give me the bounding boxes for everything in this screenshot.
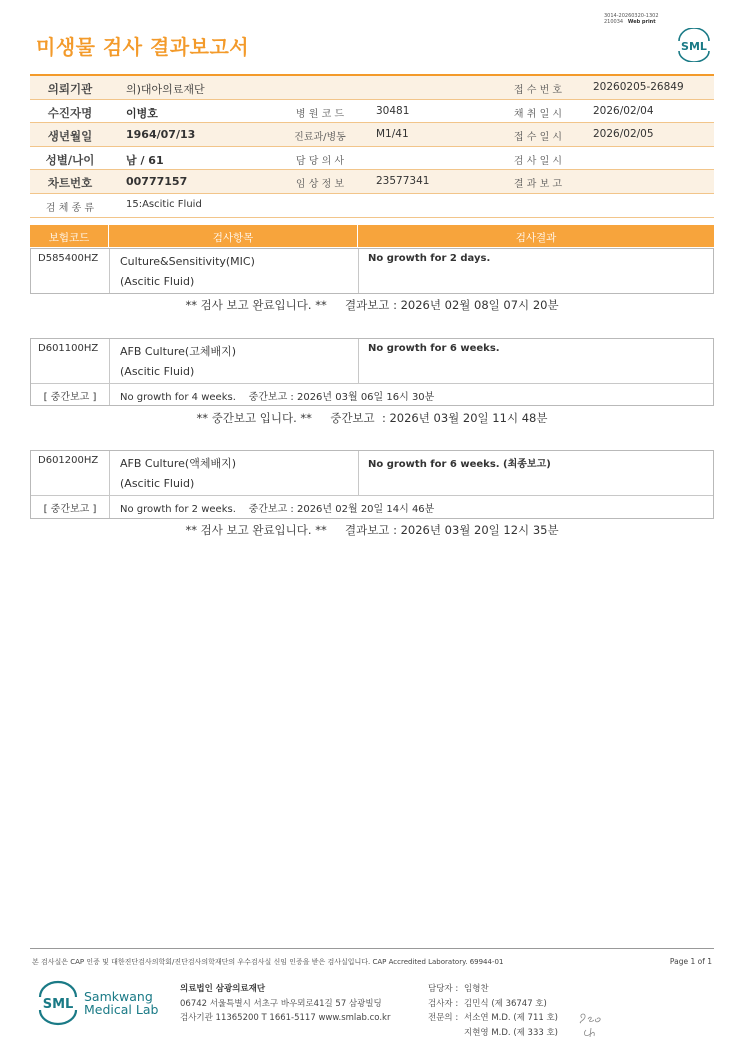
sml-logo-text: SML <box>42 997 74 1012</box>
request-org-value: 의)대아의료재단 <box>126 83 205 96</box>
result-block <box>30 450 714 519</box>
collect-date-label: 채 취 일 시 <box>513 108 563 120</box>
collect-date-value: 2026/02/04 <box>593 104 654 117</box>
interim-text: No growth for 2 weeks. 중간보고 : 2026년 02월 20일 14시 46분 <box>120 504 435 515</box>
result-block <box>30 338 714 406</box>
certification-text: 본 검사실은 CAP 인증 및 대한진단검사의학회/진단검사의학재단의 우수검사실 신임 인증을 받은 검사실입니다. CAP Accredited Laboratory. 69944-01 <box>32 958 504 966</box>
sml-logo-top-icon <box>675 28 713 62</box>
test-name <box>120 342 236 382</box>
info-row <box>30 170 714 194</box>
brand-line1: Samkwang <box>84 989 153 1004</box>
sml-logo-icon <box>36 980 80 1026</box>
web-print-label: Web print <box>627 19 656 25</box>
header-result: 검사결과 <box>515 232 557 244</box>
info-row <box>30 147 714 171</box>
staff-role: 검사자 : <box>428 998 459 1009</box>
print-time: 210034 <box>604 19 624 25</box>
hospital-code-value: 30481 <box>376 104 410 117</box>
staff-list <box>428 982 558 1040</box>
brand-name <box>84 990 158 1016</box>
receipt-no-label: 접 수 번 호 <box>513 85 563 96</box>
staff-name: 지현영 M.D. (제 333 호) <box>464 1027 559 1038</box>
interim-text: No growth for 4 weeks. 중간보고 : 2026년 03월 06일 16시 30분 <box>120 392 435 403</box>
report-status: ** 검사 보고 완료입니다. ** 결과보고 : 2026년 02월 08일 07시 20분 <box>185 298 559 312</box>
brand-line2: Medical Lab <box>84 1002 159 1017</box>
sex-age-label: 성별/나이 <box>45 152 95 167</box>
interim-row <box>31 384 713 405</box>
test-item: AFB Culture(액체배지) <box>120 457 237 470</box>
hospital-code-label: 병 원 코 드 <box>295 108 345 120</box>
receipt-no-value: 20260205-26849 <box>593 81 684 93</box>
patient-value: 이병호 <box>126 106 158 120</box>
staff-name: 임형찬 <box>464 984 489 994</box>
test-name <box>120 252 255 292</box>
staff-name: 서소연 M.D. (제 711 호) <box>464 1013 559 1023</box>
lab-address: 06742 서울특별시 서초구 바우뫼로41길 57 삼광빌딩 <box>180 998 382 1009</box>
lab-contact: 검사기관 11365200 T 1661-5117 www.smlab.co.kr <box>180 1013 391 1023</box>
lab-org-name: 의료법인 삼광의료재단 <box>180 984 266 994</box>
lab-address-block <box>180 982 390 1026</box>
dept-value: M1/41 <box>376 128 409 141</box>
receipt-date-label: 접 수 일 시 <box>513 132 563 144</box>
result-block <box>30 248 714 294</box>
receipt-date-value: 2026/02/05 <box>593 128 654 141</box>
test-result: No growth for 2 days. <box>368 253 491 264</box>
staff-role: 담당자 : <box>428 984 459 994</box>
header-code: 보험코드 <box>48 232 90 244</box>
sex-age-value: 남 / 61 <box>126 153 164 167</box>
staff-row <box>428 1026 558 1041</box>
doctor-label: 담 당 의 사 <box>295 155 345 167</box>
result-row <box>31 339 713 384</box>
report-status: ** 중간보고 입니다. ** 중간보고 : 2026년 03월 20일 11시 48분 <box>196 411 548 425</box>
chart-value: 00777157 <box>126 175 188 189</box>
results-header <box>30 225 714 247</box>
result-row <box>31 451 713 496</box>
print-id: 3014-20260320-1302 <box>604 13 659 19</box>
test-code: D585400HZ <box>38 253 99 264</box>
staff-row <box>428 997 558 1012</box>
test-date-label: 검 사 일 시 <box>513 155 563 167</box>
patient-info-table <box>30 74 714 218</box>
dob-label: 생년월일 <box>47 129 93 144</box>
footer-divider <box>30 948 714 949</box>
interim-row <box>31 496 713 518</box>
chart-label: 차트번호 <box>47 176 93 191</box>
request-org-label: 의뢰기관 <box>47 82 93 96</box>
report-label: 결 과 보 고 <box>513 179 563 191</box>
signature-icon <box>576 1010 610 1040</box>
clinical-value: 23577341 <box>376 175 430 188</box>
test-specimen: (Ascitic Fluid) <box>120 275 195 288</box>
specimen-label: 검 체 종 류 <box>45 202 95 214</box>
sml-logo-text: SML <box>681 40 707 53</box>
test-specimen: (Ascitic Fluid) <box>120 477 195 490</box>
info-row <box>30 194 714 218</box>
page-title: 미생물 검사 결과보고서 <box>36 35 250 59</box>
test-result: No growth for 6 weeks. <box>368 343 500 354</box>
staff-row <box>428 982 558 997</box>
test-code: D601200HZ <box>38 455 99 466</box>
test-result: No growth for 6 weeks. (최종보고) <box>368 459 551 470</box>
test-name <box>120 454 236 494</box>
info-row <box>30 123 714 147</box>
dob-value: 1964/07/13 <box>126 128 196 142</box>
interim-label: [ 중간보고 ] <box>43 392 97 403</box>
test-item: AFB Culture(고체배지) <box>120 345 237 358</box>
header-item: 검사항목 <box>212 232 254 244</box>
clinical-label: 임 상 정 보 <box>295 179 345 191</box>
staff-role: 전문의 : <box>428 1013 459 1023</box>
test-specimen: (Ascitic Fluid) <box>120 365 195 378</box>
staff-name: 김민식 (제 36747 호) <box>464 998 547 1009</box>
page-number: Page 1 of 1 <box>669 957 712 966</box>
result-row <box>31 249 713 293</box>
staff-row <box>428 1011 558 1026</box>
test-code: D601100HZ <box>38 343 99 354</box>
interim-label: [ 중간보고 ] <box>43 504 97 515</box>
print-meta <box>604 13 659 25</box>
info-row <box>30 100 714 124</box>
test-item: Culture&Sensitivity(MIC) <box>120 255 255 268</box>
dept-label: 진료과/병동 <box>294 132 346 144</box>
specimen-value: 15:Ascitic Fluid <box>126 198 202 210</box>
info-row <box>30 76 714 100</box>
patient-label: 수진자명 <box>47 105 93 120</box>
report-status: ** 검사 보고 완료입니다. ** 결과보고 : 2026년 03월 20일 12시 35분 <box>185 523 559 537</box>
